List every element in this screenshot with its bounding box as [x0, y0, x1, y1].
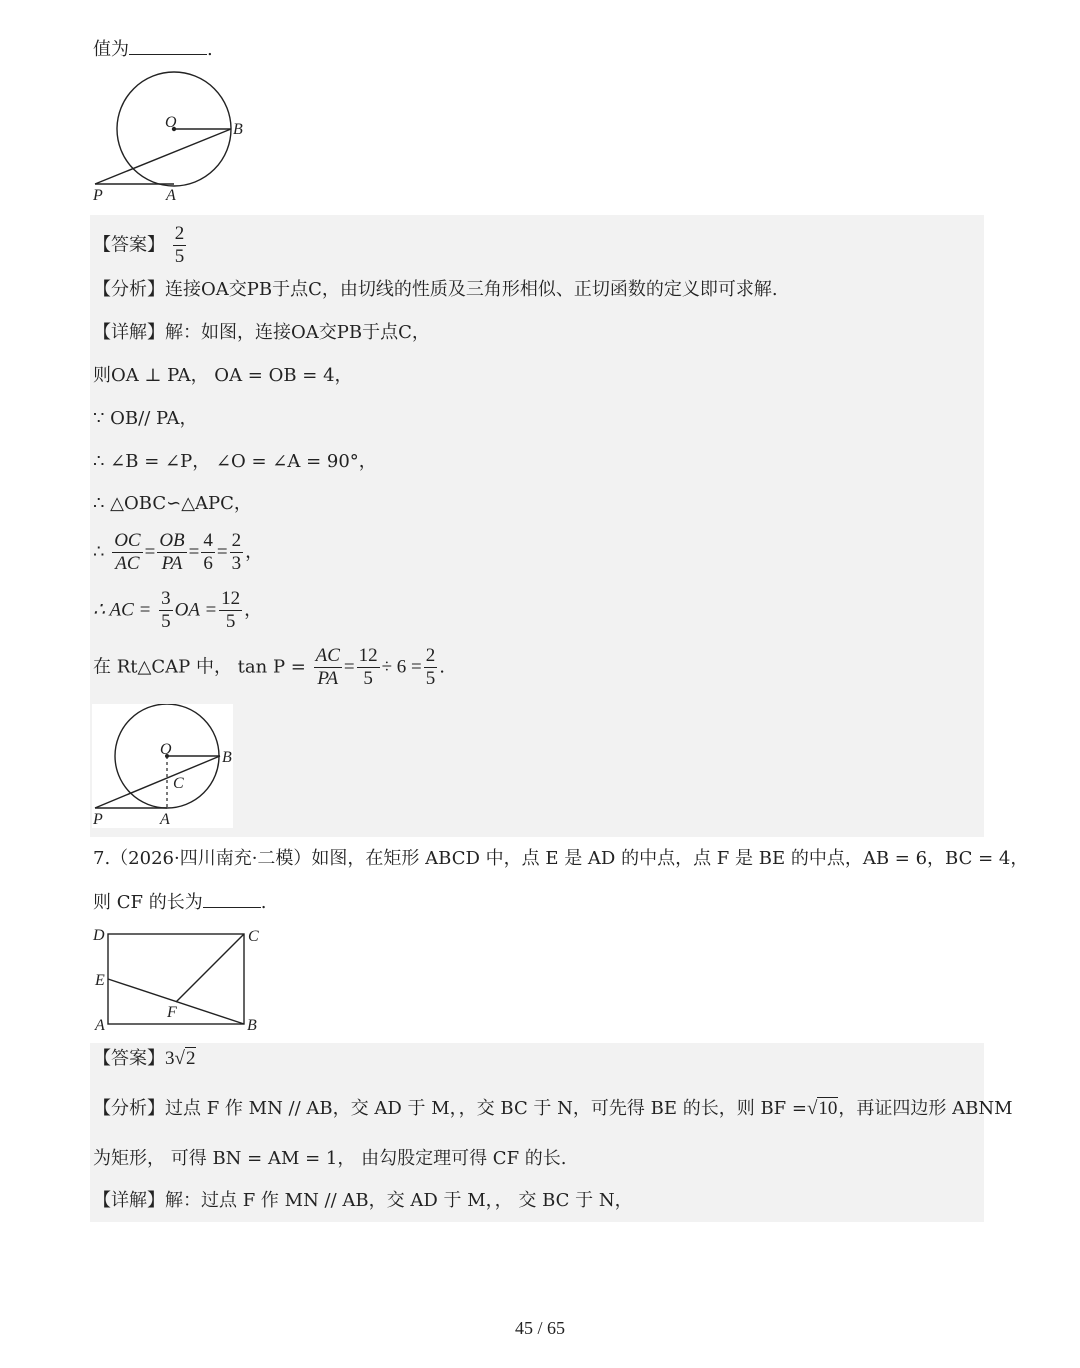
step-4: ∴ △OBC∽△APC， — [93, 493, 252, 514]
f-den: 5 — [425, 668, 436, 689]
frac-ac-pa — [314, 645, 342, 690]
question-6-tail — [93, 36, 213, 63]
f-num: OC — [114, 530, 141, 551]
analysis-7-b: ，再证四边形 ABNM — [838, 1098, 1013, 1119]
label-a-2: A — [160, 811, 170, 828]
frac-12-5b — [357, 645, 380, 690]
answer-num: 2 — [174, 223, 185, 244]
step-5: ∴ $\frac{OC}{AC}$ = $\frac{OB}{PA}$ = $\frac{4}{6}$ = $\frac{2}{3}$ ， — [93, 530, 264, 574]
step-7: 在 Rt△CAP 中， tan P = $\frac{AC}{PA}$ = $\frac{12}{5}$ ÷ 6 = $\frac{2}{5}$ . — [93, 645, 445, 689]
detail-tag-7: 【详解】 — [93, 1190, 165, 1211]
step7-suffix: . — [439, 656, 445, 678]
figure-rectangle — [90, 923, 270, 1035]
f-num: OB — [159, 530, 185, 551]
label-c-2: C — [173, 775, 184, 792]
step6-mid: OA = — [174, 599, 218, 621]
answer-tag: 【答案】 — [93, 234, 165, 256]
frac-2-5 — [424, 645, 438, 690]
f-den: 5 — [363, 668, 373, 689]
step6-prefix: ∴ AC = — [93, 599, 152, 621]
f-den: 3 — [231, 553, 242, 574]
f-num: 2 — [231, 530, 242, 551]
segment-cf — [176, 934, 244, 1002]
f-den: AC — [115, 553, 140, 574]
answer-7-line: 【答案】3√2 — [93, 1048, 196, 1069]
step7-mid: ÷ 6 = — [381, 656, 422, 678]
analysis-7-line-2: 为矩形， 可得 BN = AM = 1， 由勾股定理可得 CF 的长. — [93, 1148, 567, 1169]
detail-7 — [93, 1188, 633, 1214]
answer-6-line — [93, 223, 188, 268]
label-p-2: P — [93, 811, 103, 828]
answer-blank — [129, 36, 207, 55]
q7-line2-text: 则 CF 的长为 — [93, 892, 203, 913]
step6-suffix: ， — [244, 599, 263, 621]
label-p: P — [93, 187, 103, 204]
step7-prefix: 在 Rt△CAP 中， tan P = — [93, 656, 306, 678]
label-f: F — [167, 1004, 177, 1021]
f-den: 5 — [161, 611, 171, 632]
q6-tail-text: 值为 — [93, 39, 129, 60]
answer-tag-7: 【答案】 — [93, 1048, 165, 1069]
page-number: 45 / 65 — [514, 1318, 565, 1338]
f-num: 4 — [203, 530, 213, 551]
f-num: 2 — [425, 645, 436, 666]
step5-prefix: ∴ — [93, 541, 105, 563]
analysis-text: 连接OA交PB于点C，由切线的性质及三角形相似、正切函数的定义即可求解. — [165, 279, 778, 300]
analysis-radicand: 10 — [818, 1098, 838, 1119]
detail-text-7: 解：过点 F 作 MN // AB，交 AD 于 M，， 交 BC 于 N， — [165, 1190, 633, 1211]
frac-2-3 — [230, 530, 244, 575]
f-num: 12 — [358, 645, 378, 666]
analysis-tag-7: 【分析】 — [93, 1098, 165, 1119]
f-den: 6 — [203, 553, 213, 574]
step-1: 则OA ⊥ PA， OA = OB = 4， — [93, 365, 353, 386]
analysis-7: 【分析】过点 F 作 MN // AB，交 AD 于 M，，交 BC 于 N，可先得 BE 的长，则 BF =√10，再证四边形 ABNM — [93, 1098, 1013, 1119]
label-b: B — [233, 121, 243, 138]
q6-tail-end: . — [207, 39, 213, 60]
f-num: AC — [315, 645, 340, 666]
label-o: O — [165, 114, 177, 131]
figure-circle-solution — [92, 704, 233, 828]
segment-pb — [95, 129, 231, 184]
label-e: E — [95, 972, 105, 989]
answer-coef: 3 — [165, 1048, 175, 1069]
answer-den: 5 — [174, 246, 185, 267]
frac-ob-pa — [157, 530, 186, 575]
detail-tag: 【详解】 — [93, 322, 165, 343]
step-6 — [93, 588, 262, 633]
f-num: 12 — [221, 588, 241, 609]
answer-radicand: 2 — [185, 1048, 196, 1069]
label-o-2: O — [160, 741, 172, 758]
answer-fraction — [173, 223, 187, 268]
question-7-line-2 — [93, 889, 266, 916]
detail-6 — [93, 320, 430, 346]
frac-4-6 — [201, 530, 215, 575]
analysis-7-a: 过点 F 作 MN // AB，交 AD 于 M，，交 BC 于 N，可先得 BE 的长，则 BF = — [165, 1098, 807, 1119]
step5-suffix: ， — [245, 541, 264, 563]
detail-text: 解：如图，连接OA交PB于点C， — [165, 322, 430, 343]
f-den: 5 — [225, 611, 236, 632]
frac-3-5 — [159, 588, 173, 633]
label-c: C — [248, 928, 259, 945]
q7-line2-end: . — [260, 892, 267, 913]
frac-oc-ac — [112, 530, 142, 575]
f-den: PA — [317, 668, 339, 689]
frac-12-5 — [219, 588, 242, 633]
label-a-3: A — [95, 1017, 105, 1034]
f-den: PA — [161, 553, 183, 574]
f-num: 3 — [161, 588, 171, 609]
label-a: A — [166, 187, 176, 204]
label-b-3: B — [247, 1017, 257, 1034]
analysis-tag: 【分析】 — [93, 279, 165, 300]
figure-circle-tangent — [90, 70, 260, 205]
step-2: ∵ OB// PA， — [93, 408, 198, 429]
analysis-6 — [93, 277, 778, 303]
question-7-line-1: 7.（2026·四川南充·二模）如图，在矩形 ABCD 中，点 E 是 AD 的中点，点 F 是 BE 的中点，AB = 6，BC = 4， — [93, 848, 1029, 869]
label-b-2: B — [222, 749, 232, 766]
label-d: D — [93, 927, 105, 944]
step-3: ∴ ∠B = ∠P， ∠O = ∠A = 90°， — [93, 451, 377, 472]
answer-blank-7 — [203, 889, 261, 908]
